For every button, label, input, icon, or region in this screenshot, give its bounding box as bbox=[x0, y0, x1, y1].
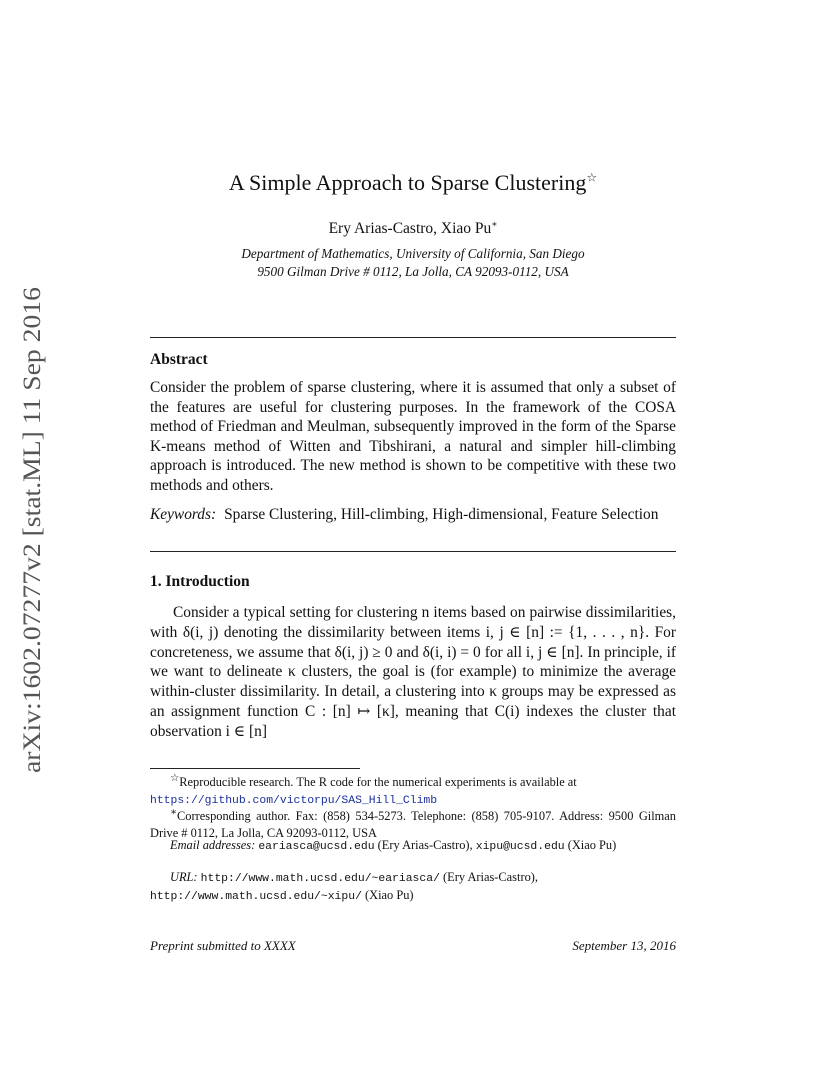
email-link-2[interactable]: xipu@ucsd.edu bbox=[475, 841, 565, 853]
abstract-text: Consider the problem of sparse clustering, where it is assumed that only a subset of the features are useful for clustering purposes. In the framework of the COSA method of Friedman and Meulman, subsequently improved in the form of the Sparse K-means method of Witten and Tibshirani, a natural and simpler hill-climbing approach is introduced. The new method is shown to be competitive with these two methods and others. bbox=[150, 379, 676, 494]
paper-title: A Simple Approach to Sparse Clustering☆ bbox=[228, 170, 598, 195]
email-link-1[interactable]: eariasca@ucsd.edu bbox=[258, 841, 375, 853]
abstract-bottom-rule bbox=[150, 551, 676, 552]
affiliation-line-1: Department of Mathematics, University of California, San Diego bbox=[241, 246, 585, 261]
abstract-heading: Abstract bbox=[150, 351, 208, 368]
intro-paragraph: Consider a typical setting for clustering n items based on pairwise dissimilarities, with δ(i, j) denoting the dissimilarity between items i, j ∈ [n] := {1, . . . , n}. For concreteness, we assume that δ(i, j) ≥ 0 and δ(i, i) = 0 for all i, j ∈ [n]. In principle, if we want to delineate κ clusters, the goal is (for example) to minimize the average within-cluster dissimilarity. In detail, a clustering into κ groups may be expressed as an assignment function C : [n] ↦ [κ], meaning that C(i) indexes the cluster that observation i ∈ [n] bbox=[150, 604, 676, 740]
footnote-urls: URL: http://www.math.ucsd.edu/~eariasca/ (Ery Arias-Castro), http://www.math.ucsd.edu/~xipu/ (Xiao Pu) bbox=[150, 870, 538, 904]
footnote-reproducible: ☆Reproducible research. The R code for the numerical experiments is available at https://github.com/victorpu/SAS_Hill_Climb bbox=[150, 773, 577, 807]
url-link-1[interactable]: http://www.math.ucsd.edu/~eariasca/ bbox=[200, 873, 440, 885]
footnote-rule bbox=[150, 768, 360, 769]
email-label: Email addresses: bbox=[170, 838, 256, 852]
date-note: September 13, 2016 bbox=[572, 938, 676, 953]
url-link-2[interactable]: http://www.math.ucsd.edu/~xipu/ bbox=[150, 891, 362, 904]
section-heading: 1. Introduction bbox=[150, 573, 250, 590]
keywords-text: Sparse Clustering, Hill-climbing, High-dimensional, Feature Selection bbox=[224, 506, 659, 523]
affiliation-line-2: 9500 Gilman Drive # 0112, La Jolla, CA 92093-0112, USA bbox=[257, 264, 569, 279]
affiliation bbox=[150, 245, 676, 281]
footnote-emails: Email addresses: eariasca@ucsd.edu (Ery Arias-Castro), xipu@ucsd.edu (Xiao Pu) bbox=[170, 838, 617, 853]
title-footnote-mark[interactable]: ☆ bbox=[586, 170, 598, 185]
keywords bbox=[150, 505, 676, 525]
abstract-top-rule bbox=[150, 337, 676, 338]
author-list: Ery Arias-Castro, Xiao Pu∗ bbox=[328, 219, 498, 238]
github-link[interactable]: https://github.com/victorpu/SAS_Hill_Climb bbox=[150, 794, 438, 807]
url-label: URL: bbox=[170, 870, 198, 884]
arxiv-stamp-text: arXiv:1602.07277v2 [stat.ML] 11 Sep 2016 bbox=[19, 333, 46, 773]
fn1-mark: ☆ bbox=[170, 773, 180, 784]
keywords-label: Keywords: bbox=[150, 506, 217, 523]
fn2-mark: ∗ bbox=[170, 807, 178, 818]
preprint-note: Preprint submitted to XXXX bbox=[150, 938, 296, 953]
footnote-corresponding: ∗Corresponding author. Fax: (858) 534-5273. Telephone: (858) 705-9107. Address: 9500 Gilman Drive # 0112, La Jolla, CA 92093-0112, USA bbox=[150, 807, 676, 840]
arxiv-side-stamp bbox=[10, 285, 50, 775]
author-footnote-mark[interactable]: ∗ bbox=[491, 219, 498, 229]
